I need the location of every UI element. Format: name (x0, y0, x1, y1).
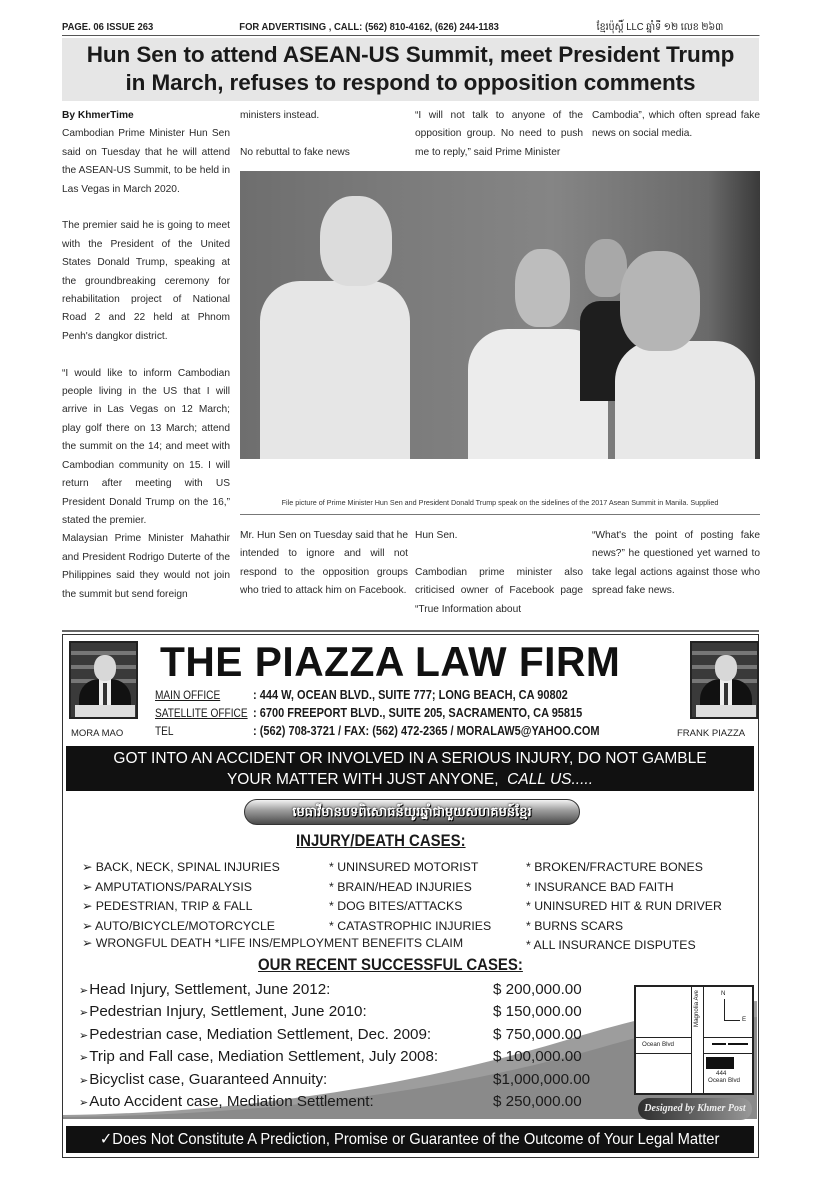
compass-east-label: E (742, 1016, 747, 1023)
compass-north-label: N (721, 990, 726, 997)
main-office-address: 444 W, OCEAN BLVD., SUITE 777; LONG BEACH, CA 90802 (259, 688, 568, 702)
page-header (62, 18, 760, 36)
photo-head-left (320, 196, 392, 286)
settlement-amount: $ 750,000.00 (493, 1025, 582, 1043)
banner-line-1: GOT INTO AN ACCIDENT OR INVOLVED IN A SERIOUS INJURY, DO NOT GAMBLE (113, 750, 707, 767)
telephone-line: TEL : (562) 708-3721 / FAX: (562) 472-2365 / MORALAW5@YAHOO.COM (155, 724, 600, 738)
article-paragraph: Cambodian prime minister also criticised owner of Facebook page “True Information about (415, 566, 583, 615)
portrait-name-right: FRANK PIAZZA (677, 728, 746, 739)
office-building-marker (706, 1057, 734, 1069)
injury-item: * DOG BITES/ATTACKS (329, 899, 463, 914)
injury-item: ➢ AMPUTATIONS/PARALYSIS (82, 879, 252, 894)
headline-line-1: Hun Sen to attend ASEAN-US Summit, meet President Trump (86, 42, 735, 67)
arrow-bullet-icon: ➢ (79, 1029, 89, 1042)
article-column-1 (62, 107, 230, 604)
injury-list-column-3 (526, 858, 722, 956)
main-office-line: MAIN OFFICE : 444 W, OCEAN BLVD., SUITE 777; LONG BEACH, CA 90802 (155, 688, 568, 702)
injury-item: * INSURANCE BAD FAITH (526, 879, 674, 894)
injury-item: * BURNS SCARS (526, 918, 624, 933)
successful-cases-heading: OUR RECENT SUCCESSFUL CASES: (258, 955, 523, 974)
article-paragraph: “I would like to inform Cambodian people living in the US that I will arrive in Las Vegas on 12 March; play golf there on 13 March; attend the summit on the 14; and meet with Cambodian community on 15. I will return after meeting with US President Donald Trump on the 16,” stated the premier. (62, 367, 230, 526)
designed-by-badge: Designed by Khmer Post (638, 1098, 752, 1120)
article-paragraph: Cambodia”, which often spread fake news on social media. (592, 110, 760, 140)
law-firm-advertisement: MORA MAO FRANK PIAZZA THE PIAZZA LAW FIRM MAIN OFFICE : 444 W, OCEAN BLVD., SUITE 777; LONG BEACH, CA 90802 SATELLITE OFFICE : 6700 FREEPORT BLVD., SUITE 205, SACRAMENTO, CA 95815 TEL : (562) 708-3721 / FAX: (562) 472-2365 / MORALAW5@YAHOO.COM GOT INTO AN ACCIDENT OR INVOLVED IN A SERIOUS INJURY, DO NOT GAMBLE YOUR MATTER WITH JUST ANYONE, CALL US..... មេធាវីមានបទពិសោធន៍យូរឆ្នាំជាមួយសហគមន៍ខ្មែរ INJURY/DEATH CASES: ➢ BACK, NECK, SPINAL INJURIES ➢ AMPUTATIONS/PARALYSIS ➢ PEDESTRIAN, TRIP & FALL ➢ AUTO/BICYCLE/MOTORCYCLE * UNINSURED MOTORIST * BRAIN/HEAD INJURIES * DOG BITES/ATTACKS * CATASTROPHIC INJURIES * BROKEN/FRACTURE BONES * INSURANCE BAD FAITH * UNINSURED HIT & RUN DRIVER * BURNS SCARS * ALL INSURANCE DISPUTES ➢ WRONGFUL DEATH *LIFE INS/EMPLOYMENT BENEFITS CLAIM OUR RECENT SUCCESSFUL CASES: ➢Head Injury, Settlement, June 2012: $ 200,000.00 ➢Pedestrian Injury, Settlement, June 2010: $ 150,000.00 ➢Pedestrian case, Mediation Settlement, Dec. 2009: $ 750,000.00 ➢Trip and Fall case, Mediation Settlement, July 2008: $ 100,000.00 ➢Bicyclist case, Guaranteed Annuity: $1,000,000.00 ➢Auto Accident case, Mediation Settlement: $ 250,000.00 Magnolia Ave Ocean Blvd N E 444 Ocean Blvd Designed by Khmer Post ✓Does Not Constitute A Prediction, Promise or Guarantee of the Outcome of Your Legal Matter (62, 634, 759, 1158)
injury-item: * BROKEN/FRACTURE BONES (526, 860, 703, 874)
portrait-mora-mao (69, 641, 138, 719)
settlement-amount: $ 150,000.00 (493, 1003, 582, 1021)
section-divider (62, 630, 759, 632)
settlement-amount: $ 200,000.00 (493, 981, 582, 998)
article-photo (240, 171, 760, 459)
arrow-bullet-icon: ➢ (79, 985, 89, 997)
article-column-4-bottom (592, 527, 760, 601)
article-column-2-top (240, 107, 408, 162)
injury-item: ➢ PEDESTRIAN, TRIP & FALL (82, 899, 253, 914)
settlement-amount: $ 100,000.00 (493, 1048, 582, 1066)
injury-item: * UNINSURED HIT & RUN DRIVER (526, 899, 722, 914)
location-map (634, 985, 754, 1095)
call-us-text: CALL US..... (507, 771, 594, 788)
main-office-label: MAIN OFFICE (155, 690, 221, 702)
portrait-name-left: MORA MAO (71, 728, 124, 739)
article-column-3-top (415, 107, 583, 162)
article-paragraph: ministers instead. (240, 110, 320, 121)
photo-head-right (620, 251, 700, 351)
injury-list-column-2 (329, 858, 491, 936)
injury-item: * UNINSURED MOTORIST (329, 860, 479, 874)
portrait-frank-piazza (690, 641, 759, 719)
article-paragraph: Mr. Hun Sen on Tuesday said that he intended to ignore and will not respond to the opposition groups who tried to attack him on Facebook. (240, 530, 408, 597)
arrow-bullet-icon: ➢ (79, 1074, 89, 1087)
photo-figure-left (260, 281, 410, 459)
settlement-amount: $1,000,000.00 (493, 1070, 591, 1088)
masthead-khmer: ខ្មែរប៉ុស្តិ៍ LLC ឆ្នាំទី ១២ លេខ ២៦៣ (596, 21, 724, 33)
map-pointer-icon (728, 1043, 748, 1045)
byline: By KhmerTime (62, 110, 134, 121)
injury-item: ➢ BACK, NECK, SPINAL INJURIES (82, 860, 280, 874)
satellite-office-address: 6700 FREEPORT BLVD., SUITE 205, SACRAMENTO, CA 95815 (259, 706, 583, 720)
map-street-vertical: Magnolia Ave (693, 990, 700, 1028)
map-street-horizontal: Ocean Blvd (642, 1041, 674, 1048)
article-headline (62, 38, 759, 101)
compass-east-arrow-icon (724, 1020, 740, 1021)
article-paragraph: Malaysian Prime Minister Mahathir and President Rodrigo Duterte of the Philippines said they would not join the summit but send foreign (62, 533, 230, 600)
advertising-contact: FOR ADVERTISING , CALL: (562) 810-4162, (626) 244-1183 (239, 21, 499, 33)
caption-divider (240, 514, 760, 515)
headline-line-2: in March, refuses to respond to opposition comments (125, 70, 696, 95)
arrow-bullet-icon: ➢ (79, 1096, 89, 1109)
subheading: No rebuttal to fake news (240, 146, 350, 158)
call-to-action-banner (66, 746, 754, 791)
article-column-4-top (592, 107, 760, 144)
photo-caption: File picture of Prime Minister Hun Sen and President Donald Trump speak on the sidelines of the 2017 Asean Summit in Manila. Supplied (281, 498, 719, 507)
article-paragraph: “I will not talk to anyone of the opposition group. No need to push me to reply,” said Prime Minister (415, 110, 583, 158)
photo-head-middle (515, 249, 570, 327)
article-column-3-bottom (415, 527, 583, 619)
injury-item: ➢ AUTO/BICYCLE/MOTORCYCLE (82, 918, 275, 933)
arrow-bullet-icon: ➢ (79, 1007, 89, 1020)
article-column-2-bottom (240, 527, 408, 601)
arrow-bullet-icon: ➢ (79, 1052, 89, 1065)
article-paragraph: “What's the point of posting fake news?” he questioned yet warned to take legal actions against those who spread fake news. (592, 530, 760, 597)
telephone-fax-email: (562) 708-3721 / FAX: (562) 472-2365 / MORALAW5@YAHOO.COM (259, 724, 600, 738)
settlement-amount: $ 250,000.00 (493, 1092, 582, 1110)
map-address-street: Ocean Blvd (708, 1077, 740, 1084)
page-issue-label: PAGE. 06 ISSUE 263 (62, 21, 154, 33)
banner-line-2: YOUR MATTER WITH JUST ANYONE, (226, 771, 499, 788)
compass-north-arrow-icon (724, 999, 725, 1021)
injury-item: * BRAIN/HEAD INJURIES (329, 879, 472, 894)
injury-item-wrongful-death: ➢ WRONGFUL DEATH *LIFE INS/EMPLOYMENT BENEFITS CLAIM (82, 936, 464, 950)
legal-disclaimer: ✓Does Not Constitute A Prediction, Promise or Guarantee of the Outcome of Your Legal Matter (66, 1126, 754, 1153)
map-pointer-icon (712, 1043, 726, 1045)
photo-figure-right (615, 341, 755, 459)
injury-item: * CATASTROPHIC INJURIES (329, 918, 492, 933)
injury-item: * ALL INSURANCE DISPUTES (526, 938, 696, 953)
injury-list-column-1 (82, 858, 280, 936)
article-paragraph: Hun Sen. (415, 530, 458, 541)
telephone-label: TEL (155, 726, 174, 738)
map-address-number: 444 (716, 1070, 727, 1077)
article-paragraph: The premier said he is going to meet with the President of the United States Donald Trump, speaking at the groundbreaking ceremony for rehabilitation project of National Road 2 and 22 held at Phnom Penh's dangkor district. (62, 220, 230, 342)
injury-cases-heading: INJURY/DEATH CASES: (296, 831, 466, 850)
article-paragraph: Cambodian Prime Minister Hun Sen said on Tuesday that he will attend the ASEAN-US Summit, to be held in Las Vegas in March 2020. (62, 128, 230, 195)
khmer-tagline-banner: មេធាវីមានបទពិសោធន៍យូរឆ្នាំជាមួយសហគមន៍ខ្មែរ (244, 799, 580, 825)
firm-name: THE PIAZZA LAW FIRM (160, 638, 621, 685)
satellite-office-line: SATELLITE OFFICE : 6700 FREEPORT BLVD., SUITE 205, SACRAMENTO, CA 95815 (155, 706, 583, 720)
satellite-office-label: SATELLITE OFFICE (155, 708, 248, 720)
